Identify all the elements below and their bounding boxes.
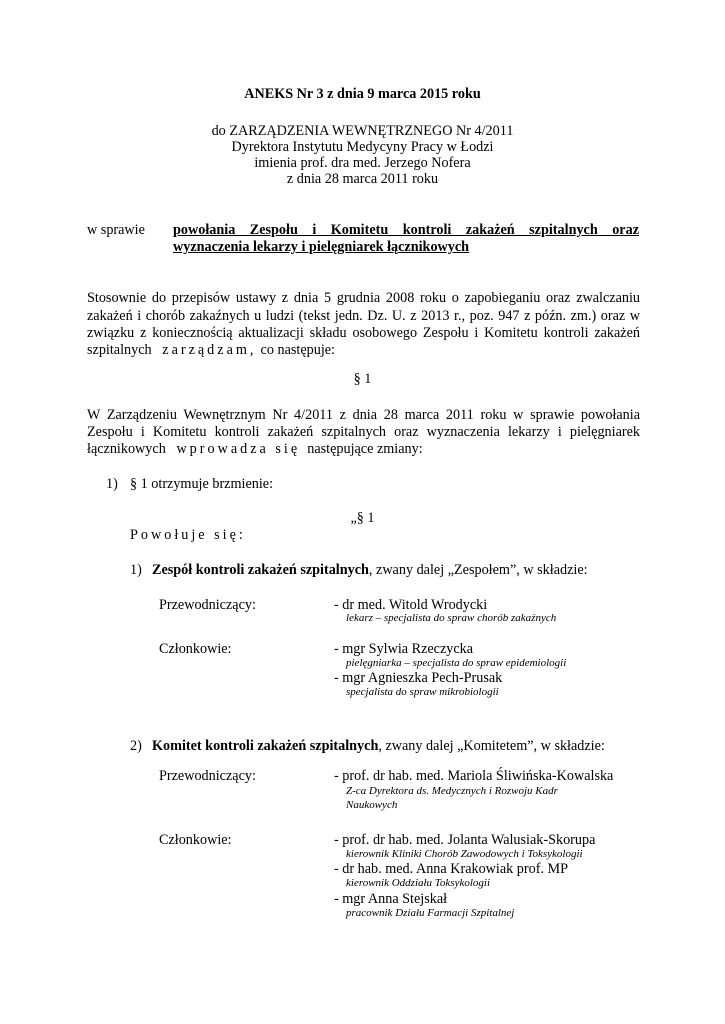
intro-text-a: szpitalnych [87, 342, 163, 358]
komitet-member-role: kierownik Oddziału Toksykologii [346, 877, 491, 889]
spaced-zarzadzam: zarządzam [162, 342, 250, 358]
intro-text-c: , co następuje: [249, 342, 336, 358]
komitet-chair-role-1: Z-ca Dyrektora ds. Medycznych i Rozwoju Kadr [346, 785, 558, 797]
komitet-member-role: kierownik Kliniki Chorób Zawodowych i Toksykologii [346, 848, 583, 860]
komitet-member-name: - dr hab. med. Anna Krakowiak prof. MP [334, 861, 569, 877]
header-line-1: do ZARZĄDZENIA WEWNĘTRZNEGO Nr 4/2011 [211, 123, 514, 139]
subject-line-1: powołania Zespołu i Komitetu kontroli zakażeń szpitalnych oraz [173, 222, 639, 238]
zespol-heading [152, 562, 588, 579]
komitet-chair-name: - prof. dr hab. med. Mariola Śliwińska-Kowalska [334, 768, 614, 784]
intro-line-3: związku z koniecznością aktualizacji składu osobowego Zespołu i Komitetu kontroli zakażeń [87, 325, 640, 341]
komitet-members-label: Członkowie: [159, 832, 232, 848]
intro-line-1: Stosownie do przepisów ustawy z dnia 5 grudnia 2008 roku o zapobieganiu oraz zwalczaniu [87, 290, 640, 306]
para-text-c: następujące zmiany: [300, 441, 423, 457]
item-1-text: § 1 otrzymuje brzmienie: [130, 476, 274, 492]
section-1-mark: § 1 [353, 371, 372, 387]
header-line-4: z dnia 28 marca 2011 roku [286, 171, 439, 187]
zespol-number: 1) [130, 562, 142, 578]
subject-line-2: wyznaczenia lekarzy i pielęgniarek łącznikowych [173, 239, 470, 255]
header-line-2: Dyrektora Instytutu Medycyny Pracy w Łodzi [231, 139, 494, 155]
zespol-members-label: Członkowie: [159, 641, 232, 657]
zespol-chair-name: - dr med. Witold Wrodycki [334, 597, 488, 613]
zespol-chair-role: lekarz – specjalista do spraw chorób zakaźnych [346, 612, 557, 624]
komitet-heading [152, 738, 605, 755]
quoted-section-mark: „§ 1 [350, 510, 375, 526]
para-line-2: Zespołu i Komitetu kontroli zakażeń szpitalnych oraz wyznaczenia lekarzy i pielęgniarek [87, 424, 640, 440]
zespol-member-name: - mgr Agnieszka Pech-Prusak [334, 670, 503, 686]
zespol-rest: , zwany dalej „Zespołem”, w składzie: [368, 562, 588, 578]
intro-line-4 [87, 342, 335, 359]
komitet-member-name: - mgr Anna Stejskał [334, 891, 448, 907]
item-1-number: 1) [106, 476, 118, 492]
para-line-1: W Zarządzeniu Wewnętrznym Nr 4/2011 z dnia 28 marca 2011 roku w sprawie powołania [87, 407, 640, 423]
intro-line-2: zakażeń i chorób zakaźnych u ludzi (tekst jedn. Dz. U. z 2013 r., poz. 947 z późn. zm.) oraz w [87, 308, 640, 324]
zespol-member-role: specjalista do spraw mikrobiologii [346, 686, 499, 698]
komitet-rest: , zwany dalej „Komitetem”, w składzie: [378, 738, 605, 754]
komitet-number: 2) [130, 738, 142, 754]
para-line-3 [87, 441, 423, 458]
zespol-member-name: - mgr Sylwia Rzeczycka [334, 641, 474, 657]
zespol-name: Zespół kontroli zakażeń szpitalnych [152, 562, 369, 578]
subject-label: w sprawie [87, 222, 145, 238]
zespol-chair-label: Przewodniczący: [159, 597, 256, 613]
zespol-member-role: pielęgniarka – specjalista do spraw epidemiologii [346, 657, 567, 669]
komitet-chair-label: Przewodniczący: [159, 768, 256, 784]
spaced-wprowadza: wprowadza się [176, 441, 301, 457]
komitet-member-role: pracownik Działu Farmacji Szpitalnej [346, 907, 515, 919]
header-line-3: imienia prof. dra med. Jerzego Nofera [254, 155, 471, 171]
document-title: ANEKS Nr 3 z dnia 9 marca 2015 roku [244, 86, 481, 102]
para-text-a: łącznikowych [87, 441, 177, 457]
powoluje-line: Powołuje się: [130, 527, 246, 543]
komitet-member-name: - prof. dr hab. med. Jolanta Walusiak-Skorupa [334, 832, 596, 848]
komitet-name: Komitet kontroli zakażeń szpitalnych [152, 738, 379, 754]
komitet-chair-role-2: Naukowych [346, 799, 398, 811]
